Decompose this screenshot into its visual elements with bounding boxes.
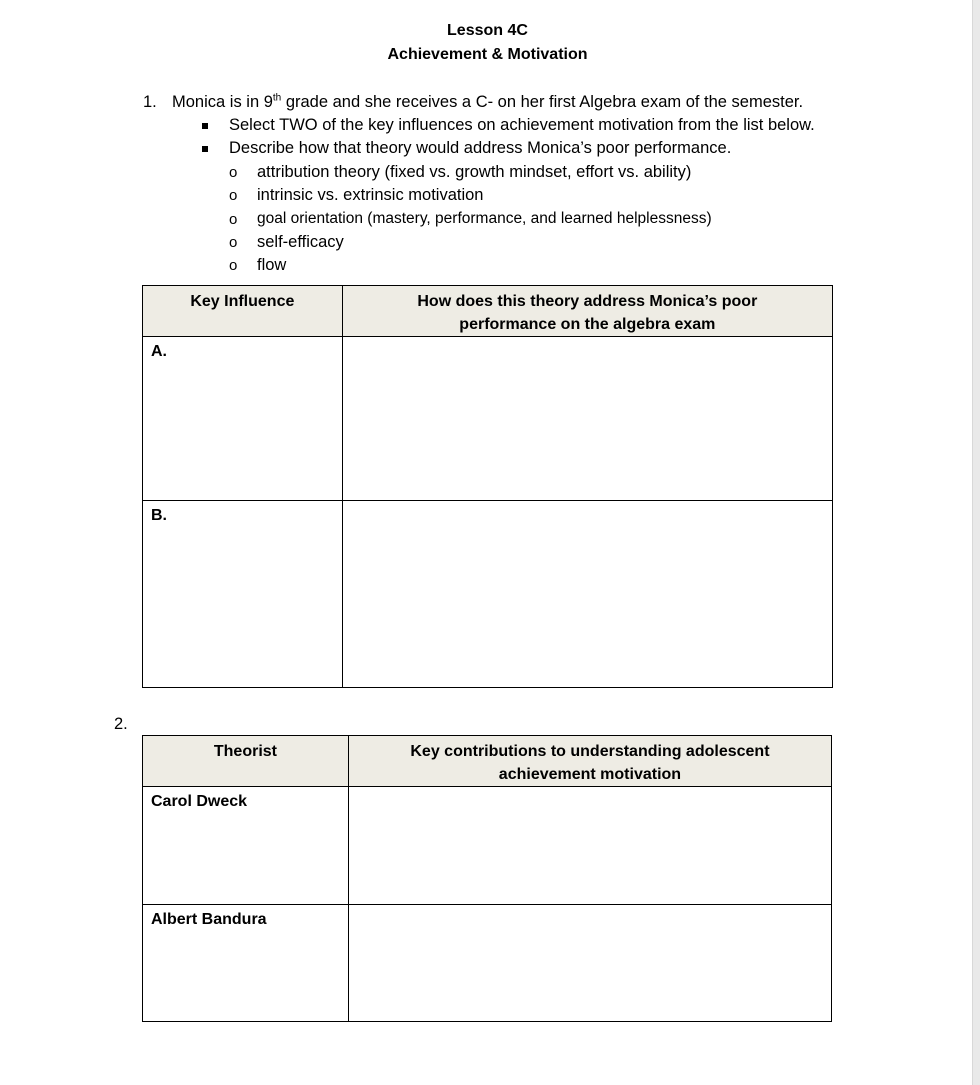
row-label: A.	[143, 337, 343, 501]
circle-bullet-icon: o	[229, 187, 238, 204]
square-bullet-icon	[202, 123, 208, 129]
answer-cell[interactable]	[348, 787, 831, 905]
column-header: Theorist	[143, 736, 349, 787]
answer-cell[interactable]	[342, 337, 832, 501]
ordinal-suffix: th	[272, 92, 282, 104]
question-2-number: 2.	[114, 715, 128, 733]
option-item: goal orientation (mastery, performance, and learned helplessness)	[257, 210, 712, 227]
circle-bullet-icon: o	[229, 234, 238, 251]
table-header-row	[143, 736, 832, 787]
key-influence-table	[142, 285, 833, 688]
row-label: B.	[143, 501, 343, 688]
vertical-scrollbar[interactable]	[972, 0, 980, 1085]
question-1-number: 1.	[143, 93, 157, 111]
square-bullet-icon	[202, 146, 208, 152]
table-header-row	[143, 286, 833, 337]
answer-cell[interactable]	[348, 905, 831, 1022]
option-item: intrinsic vs. extrinsic motivation	[257, 186, 484, 204]
circle-bullet-icon: o	[229, 164, 238, 181]
theorist-table	[142, 735, 832, 1022]
lesson-title: Lesson 4C	[447, 22, 528, 39]
column-header: Key contributions to understanding adolescent achievement motivation	[348, 736, 831, 787]
table-row	[143, 501, 833, 688]
column-header: Key Influence	[143, 286, 343, 337]
circle-bullet-icon: o	[229, 211, 238, 228]
column-header: How does this theory address Monica’s poor performance on the algebra exam	[342, 286, 832, 337]
instruction-bullet: Select TWO of the key influences on achievement motivation from the list below.	[229, 116, 815, 134]
theorist-name: Carol Dweck	[143, 787, 349, 905]
instruction-bullet: Describe how that theory would address Monica’s poor performance.	[229, 139, 732, 157]
circle-bullet-icon: o	[229, 257, 238, 274]
theorist-name: Albert Bandura	[143, 905, 349, 1022]
table-row	[143, 905, 832, 1022]
table-row	[143, 787, 832, 905]
lesson-topic: Achievement & Motivation	[387, 46, 588, 63]
answer-cell[interactable]	[342, 501, 832, 688]
option-item: attribution theory (fixed vs. growth mindset, effort vs. ability)	[257, 163, 692, 181]
option-item: self-efficacy	[257, 233, 344, 251]
option-item: flow	[257, 256, 287, 274]
table-row	[143, 337, 833, 501]
question-1-prompt: Monica is in 9th grade and she receives a C- on her first Algebra exam of the semester.	[172, 92, 804, 111]
